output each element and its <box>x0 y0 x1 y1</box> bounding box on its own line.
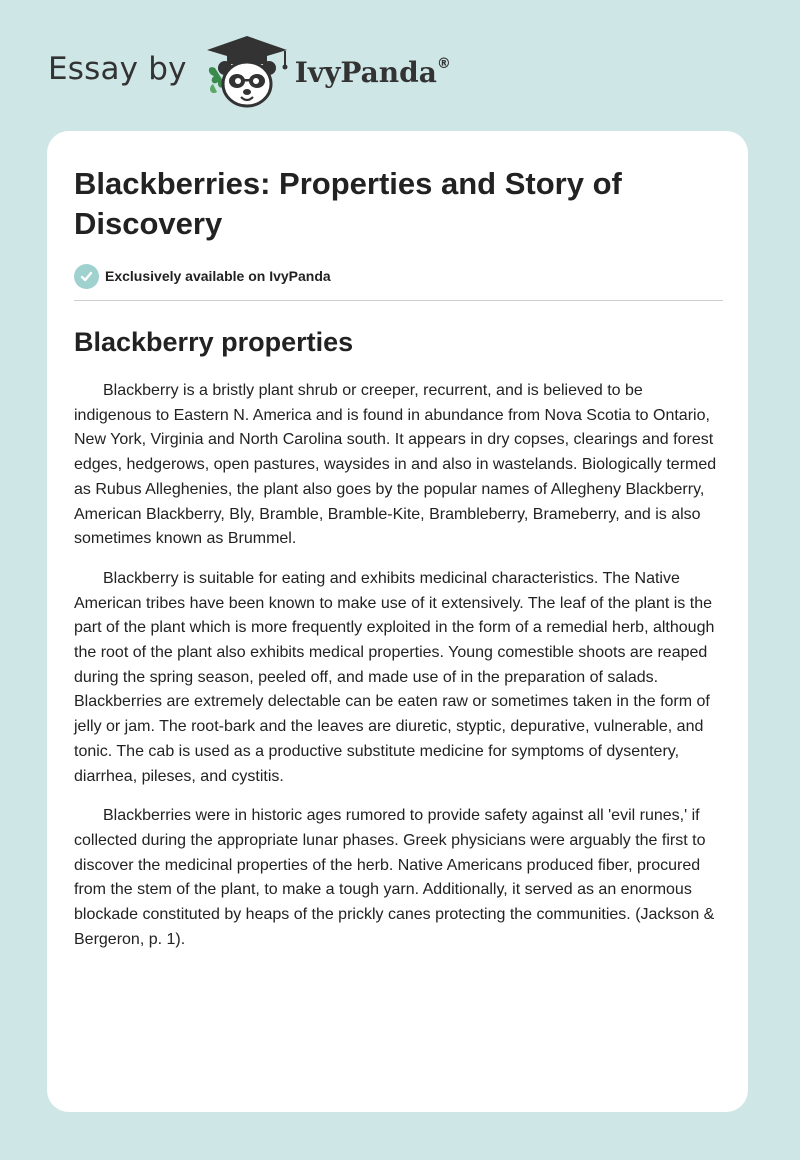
section-heading: Blackberry properties <box>74 327 354 357</box>
exclusive-badge-label: Exclusively available on IvyPanda <box>105 268 331 284</box>
paragraph: Blackberries were in historic ages rumored to provide safety against all 'evil runes,' if collected during the appropriate lunar phases. Greek physicians were arguably the first to discover the medicinal properties of the herb. Native Americans produced fiber, procured from the stem of the plant, to make a tough yarn. Additionally, it served as an enormous blockade constituted by heaps of the prickly canes protecting the communities. (Jackson & Bergeron, p. 1). <box>74 807 715 948</box>
essay-card <box>47 131 748 1112</box>
essay-by-label: Essay by <box>48 51 187 87</box>
exclusive-badge <box>74 263 721 289</box>
paragraph: Blackberry is suitable for eating and exhibits medicinal characteristics. The Native American tribes have been known to make use of it extensively. The leaf of the plant is the part of the plant which is more frequently exploited in the form of a remedial herb, although the root of the plant also exhibits medical properties. Young comestible shoots are reaped during the spring season, peeled off, and made use of in the preparation of salads. Blackberries are extremely delectable can be eaten raw or sometimes taken in the form of jelly or jam. The root-bark and the leaves are diuretic, styptic, depurative, vulnerable, and tonic. The cab is used as a productive substitute medicine for symptoms of dysentery, diarrhea, pileses, and cystitis. <box>74 569 715 785</box>
divider <box>74 300 723 301</box>
brand-name[interactable]: IvyPanda® <box>294 55 451 89</box>
panda-graduate-logo-icon[interactable] <box>201 34 293 110</box>
page-title: Blackberries: Properties and Story of Discovery <box>74 166 622 241</box>
site-header <box>48 34 451 110</box>
paragraph: Blackberry is a bristly plant shrub or creeper, recurrent, and is believed to be indigenous to Eastern N. America and is found in abundance from Nova Scotia to Ontario, New York, Virginia and North Carolina south. It appears in dry copses, clearings and forest edges, hedgerows, open pastures, waysides in and also in wastelands. Biologically termed as Rubus Alleghenies, the plant also goes by the popular names of Allegheny Blackberry, American Blackberry, Bly, Bramble, Bramble-Kite, Brambleberry, Brameberry, and is also sometimes known as Brummel. <box>74 382 717 548</box>
check-circle-icon <box>74 264 99 289</box>
